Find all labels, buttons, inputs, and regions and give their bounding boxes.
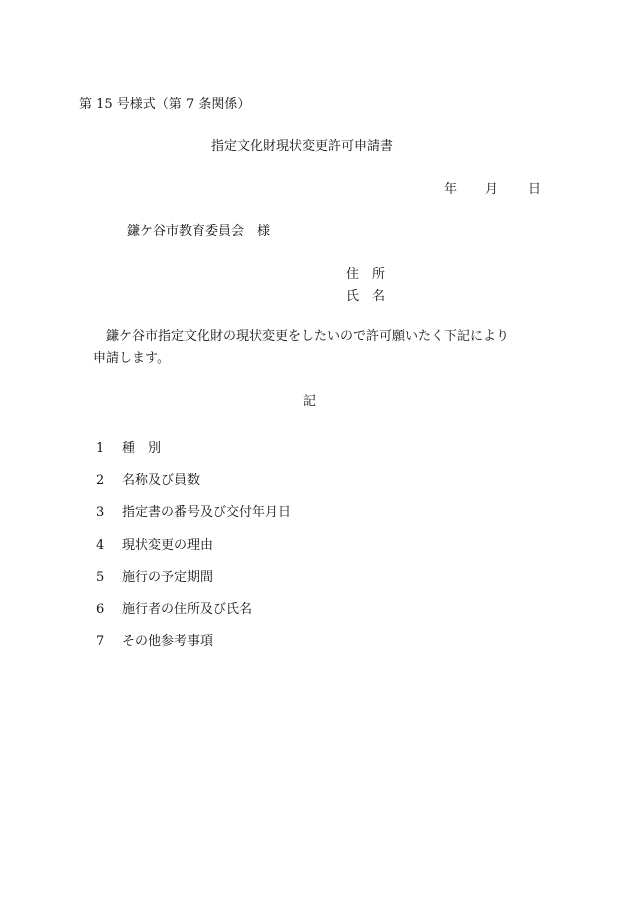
item-label: 施行の予定期間 bbox=[122, 570, 214, 585]
item-number: 6 bbox=[96, 602, 105, 617]
document-title: 指定文化財現状変更許可申請書 bbox=[211, 139, 394, 154]
item-label: 指定書の番号及び交付年月日 bbox=[122, 505, 292, 520]
list-item bbox=[96, 539, 213, 552]
list-item bbox=[96, 506, 291, 519]
item-number: 1 bbox=[96, 441, 105, 456]
list-item bbox=[96, 571, 213, 584]
date-year: 年 bbox=[444, 182, 458, 197]
form-number: 第 15 号様式（第 7 条関係） bbox=[79, 97, 251, 112]
item-label: 現状変更の理由 bbox=[122, 538, 214, 553]
name-label: 氏 名 bbox=[346, 289, 386, 304]
address-label: 住 所 bbox=[346, 267, 386, 282]
list-item bbox=[96, 474, 200, 487]
item-label: その他参考事項 bbox=[122, 634, 214, 649]
item-number: 7 bbox=[96, 634, 105, 649]
item-label: 名称及び員数 bbox=[122, 473, 201, 488]
body-line-2: 申請します。 bbox=[93, 351, 170, 366]
item-number: 3 bbox=[96, 505, 105, 520]
date-month: 月 bbox=[485, 182, 499, 197]
item-number: 4 bbox=[96, 538, 105, 553]
list-item bbox=[96, 635, 213, 648]
addressee: 鎌ケ谷市教育委員会 様 bbox=[127, 224, 271, 239]
list-item bbox=[96, 603, 252, 616]
item-number: 5 bbox=[96, 570, 105, 585]
list-item bbox=[96, 442, 161, 455]
item-number: 2 bbox=[96, 473, 105, 488]
item-label: 施行者の住所及び氏名 bbox=[122, 602, 253, 617]
item-label: 種 別 bbox=[122, 441, 162, 456]
date-day: 日 bbox=[528, 182, 542, 197]
body-line-1: 鎌ケ谷市指定文化財の現状変更をしたいので許可願いたく下記により bbox=[106, 329, 510, 344]
ki-heading: 記 bbox=[303, 394, 317, 409]
